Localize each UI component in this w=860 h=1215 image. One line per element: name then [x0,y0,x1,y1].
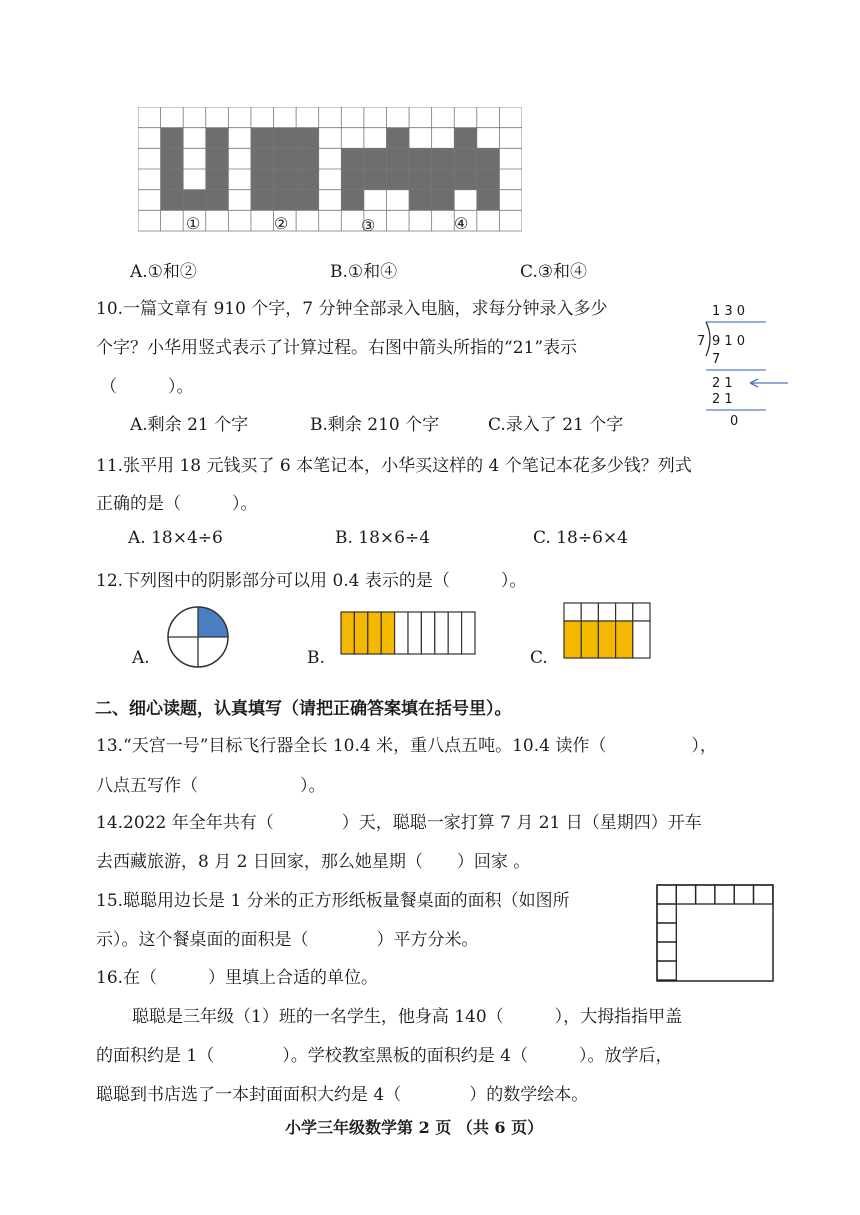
grid-shaded-cell [409,148,432,169]
q10-long-division [692,300,802,435]
division-step2: 2 1 [712,376,733,391]
grid-shaded-cell [161,169,184,190]
section2-title: 二、细心读题，认真填写（请把正确答案填在括号里）。 [95,699,512,719]
grid-shaded-cell [206,169,229,190]
q16-text-line4: 聪聪到书店选了一本封面面积大约是 4（ ）的数学绘本。 [96,1085,589,1105]
grid-shaded-cell [477,169,500,190]
grid-top-cell [564,603,581,621]
page-footer: 小学三年级数学第 2 页 （共 6 页） [285,1118,544,1137]
grid-shaded-cell [183,190,206,211]
grid-bottom-cell [633,621,650,658]
grid-shaded-cell [409,190,432,211]
grid-shaded-cell [206,128,229,149]
q14-text-line1: 14.2022 年全年共有（ ）天，聪聪一家打算 7 月 21 日（星期四）开车 [96,813,702,833]
grid-bottom-cell [581,621,598,658]
bar-strip [341,612,354,654]
bar-strip [408,612,421,654]
grid-shaded-cell [274,128,297,149]
grid-shaded-cell [206,190,229,211]
q12-option-b[interactable]: B. [307,648,325,668]
grid-shaded-cell [386,128,409,149]
grid-shaded-cell [274,169,297,190]
q12-figure-b-bar [340,611,476,655]
grid-bottom-cell [564,621,581,658]
grid-top-cell [616,603,633,621]
grid-shaded-cell [432,190,455,211]
grid-shaded-cell [364,148,387,169]
grid-shaded-cell [477,190,500,211]
q13-text-line1: 13.“天宫一号”目标飞行器全长 10.4 米，重八点五吨。10.4 读作（ ）， [96,736,717,756]
q12-text-line1: 12.下列图中的阴影部分可以用 0.4 表示的是（ ）。 [96,571,527,591]
grid-shaded-cell [206,148,229,169]
grid-shaded-cell [454,128,477,149]
q16-text-line3: 的面积约是 1（ ）。学校教室黑板的面积约是 4（ ）。放学后， [96,1046,673,1066]
q10-option-a[interactable]: A.剩余 21 个字 [130,415,249,435]
division-dividend: 9 1 0 [712,334,746,349]
grid-shaded-cell [296,169,319,190]
grid-shaded-cell [274,148,297,169]
grid-shaded-cell [161,148,184,169]
grid-shaded-cell [432,169,455,190]
grid-shaded-cell [296,128,319,149]
division-step1: 7 [712,352,721,367]
q15-table-figure [655,883,775,983]
q10-text-line2: 个字？小华用竖式表示了计算过程。右图中箭头所指的“21”表示 [96,338,578,358]
grid-shaded-cell [161,128,184,149]
q12-option-c[interactable]: C. [530,648,548,668]
grid-shaded-cell [432,148,455,169]
grid-shaded-cell [161,190,184,211]
q9-option-b[interactable]: B.①和④ [330,262,398,282]
grid-top-cell [633,603,650,621]
grid-shaded-cell [251,169,274,190]
q9-label-4: ④ [454,214,469,233]
q9-option-a[interactable]: A.①和② [130,262,197,282]
q10-option-c[interactable]: C.录入了 21 个字 [488,415,624,435]
q13-text-line2: 八点五写作（ ）。 [96,776,326,796]
q10-option-b[interactable]: B.剩余 210 个字 [310,415,440,435]
bar-strip [354,612,367,654]
grid-shaded-cell [409,169,432,190]
q14-text-line2: 去西藏旅游，8 月 2 日回家，那么她星期（ ）回家 。 [96,852,531,872]
bar-strip [381,612,394,654]
grid-shaded-cell [454,169,477,190]
q10-text-line1: 10.一篇文章有 910 个字，7 分钟全部录入电脑，求每分钟录入多少 [96,299,608,319]
grid-shaded-cell [341,190,364,211]
grid-shaded-cell [296,190,319,211]
grid-shaded-cell [454,148,477,169]
q15-text-line1: 15.聪聪用边长是 1 分米的正方形纸板量餐桌面的面积（如图所 [96,891,570,911]
grid-shaded-cell [341,169,364,190]
q11-option-a[interactable]: A. 18×4÷6 [128,528,223,548]
grid-shaded-cell [251,190,274,211]
grid-shaded-cell [364,169,387,190]
q9-label-1: ① [186,214,201,233]
bar-strip [395,612,408,654]
bar-strip [435,612,448,654]
q12-figure-c-grid [563,602,651,660]
q16-text-line1: 16.在（ ）里填上合适的单位。 [96,968,379,988]
grid-bottom-cell [598,621,615,658]
bar-strip [448,612,461,654]
q11-option-b[interactable]: B. 18×6÷4 [335,528,431,548]
q16-text-line2: 聪聪是三年级（1）班的一名学生，他身高 140（ ），大拇指指甲盖 [132,1007,683,1027]
grid-top-cell [598,603,615,621]
bar-strip [421,612,434,654]
q10-text-line3: （ ）。 [100,377,194,397]
q9-option-c[interactable]: C.③和④ [520,262,588,282]
bar-strip [368,612,381,654]
division-quotient: 1 3 0 [712,304,746,319]
division-divisor: 7 [697,334,706,349]
q15-text-line2: 示）。这个餐桌面的面积是（ ）平方分米。 [96,930,479,950]
q12-option-a[interactable]: A. [132,648,150,668]
grid-top-cell [581,603,598,621]
q11-text-line1: 11.张平用 18 元钱买了 6 本笔记本，小华买这样的 4 个笔记本花多少钱？列式 [96,456,692,476]
grid-shaded-cell [251,148,274,169]
bar-strip [462,612,475,654]
grid-shaded-cell [251,128,274,149]
grid-bottom-cell [616,621,633,658]
q11-option-c[interactable]: C. 18÷6×4 [533,528,628,548]
q11-text-line2: 正确的是（ ）。 [96,494,258,514]
division-step3: 2 1 [712,392,733,407]
q9-label-2: ② [274,214,289,233]
q9-label-3: ③ [361,216,376,235]
grid-shaded-cell [386,169,409,190]
grid-shaded-cell [274,190,297,211]
q12-figure-a-circle [165,604,231,670]
grid-shaded-cell [477,148,500,169]
grid-shaded-cell [296,148,319,169]
grid-shaded-cell [341,148,364,169]
division-remainder: 0 [730,414,739,429]
grid-shaded-cell [386,148,409,169]
